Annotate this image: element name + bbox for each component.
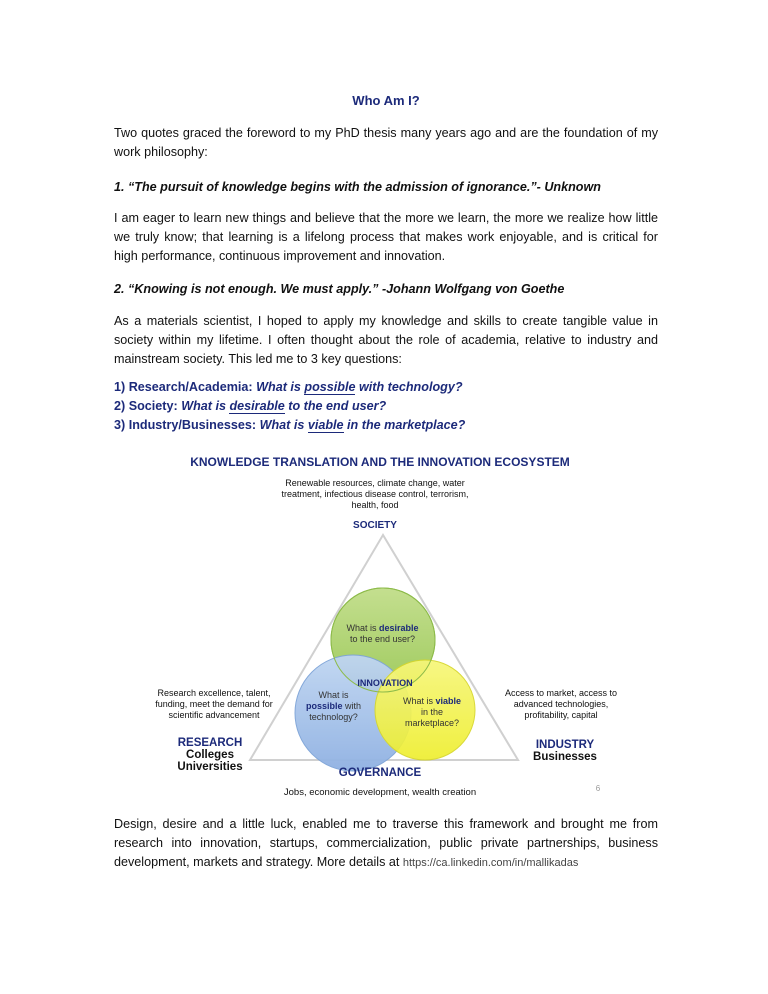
question-post: to the end user?	[284, 399, 387, 413]
industry-block	[505, 739, 625, 763]
possible-label	[296, 690, 371, 723]
society-label: SOCIETY	[353, 520, 397, 531]
quote-2: 2. “Knowing is not enough. We must apply.” -Johann Wolfgang von Goethe	[114, 282, 565, 296]
question-key: possible	[304, 380, 356, 394]
paragraph-2: As a materials scientist, I hoped to apply my knowledge and skills to create tangible value in society within my lifetime. I often thought about the role of academia, relative to industry and mainstream society. This led me to 3 key questions:	[114, 314, 658, 366]
governance-label: GOVERNANCE	[338, 767, 422, 779]
desirable-post: to the end user?	[349, 634, 416, 644]
research-label: RESEARCH	[177, 737, 243, 749]
linkedin-link[interactable]: https://ca.linkedin.com/in/mallikadas	[402, 857, 579, 869]
question-label: 3) Industry/Businesses:	[114, 418, 260, 432]
research-block	[150, 737, 270, 773]
question-pre: What is	[259, 418, 308, 432]
industry-label: INDUSTRY	[535, 739, 595, 751]
desirable-key: desirable	[378, 623, 419, 633]
diagram-title: KNOWLEDGE TRANSLATION AND THE INNOVATION ECOSYSTEM	[190, 455, 570, 469]
innovation-label: INNOVATION	[357, 678, 413, 688]
question-post: in the marketplace?	[343, 418, 466, 432]
possible-pre: What is	[318, 690, 349, 700]
colleges-label: Colleges	[186, 749, 234, 761]
paragraph-1: I am eager to learn new things and believe that the more we learn, the more we realize how little we truly know; that learning is a lifelong process that makes work enjoyable, and is critical for high performance, continuous improvement and innovation.	[114, 211, 658, 263]
research-description: Research excellence, talent, funding, meet the demand for scientific advancement	[155, 688, 273, 720]
question-key: desirable	[229, 399, 285, 413]
industry-description: Access to market, access to advanced technologies, profitability, capital	[504, 688, 618, 720]
closing-text: Design, desire and a little luck, enabled me to traverse this framework and brought me from research into innovation, startups, commercialization, public private partnerships, business development, markets and strategy. More details at	[114, 817, 658, 869]
question-label: 1) Research/Academia:	[114, 380, 257, 394]
question-key: viable	[307, 418, 344, 432]
question-post: with technology?	[355, 380, 463, 394]
businesses-label: Businesses	[533, 751, 597, 763]
possible-post2: technology?	[309, 712, 358, 722]
viable-post1: in the	[420, 707, 444, 717]
governance-description: Jobs, economic development, wealth creation	[283, 787, 477, 798]
desirable-label	[335, 623, 430, 645]
universities-label: Universities	[177, 761, 243, 773]
question-label: 2) Society:	[114, 399, 182, 413]
society-description: Renewable resources, climate change, water treatment, infectious disease control, terrorism, health, food	[281, 478, 469, 510]
possible-key: possible	[305, 701, 343, 711]
viable-label	[392, 696, 472, 729]
viable-key: viable	[435, 696, 462, 706]
question-pre: What is	[256, 380, 305, 394]
viable-post2: marketplace?	[404, 718, 460, 728]
quote-1: 1. “The pursuit of knowledge begins with the admission of ignorance.”- Unknown	[114, 180, 601, 194]
slide-number: 6	[595, 784, 601, 793]
desirable-pre: What is	[346, 623, 379, 633]
intro-paragraph: Two quotes graced the foreword to my PhD thesis many years ago and are the foundation of my work philosophy:	[114, 126, 658, 159]
viable-pre: What is	[402, 696, 436, 706]
page-title: Who Am I?	[352, 93, 420, 108]
question-pre: What is	[181, 399, 230, 413]
possible-post1: with	[342, 701, 362, 711]
